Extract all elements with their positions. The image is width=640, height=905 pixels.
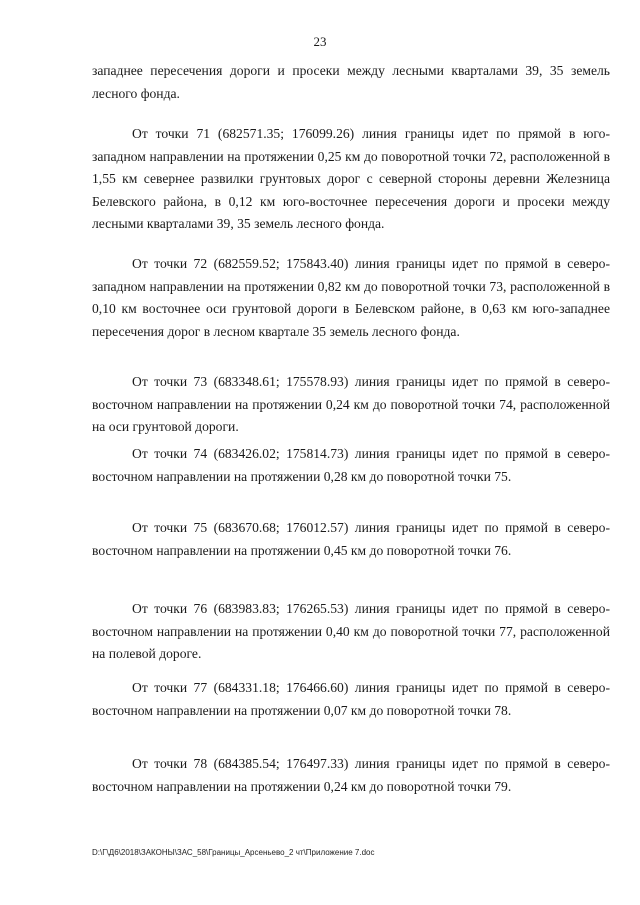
paragraph-point-75 [92,517,610,562]
paragraph-point-72 [92,253,610,343]
page-number: 23 [313,34,327,49]
paragraph-text: От точки 71 (682571.35; 176099.26) линия границы идет по прямой в юго-западном направлении на протяжении 0,25 км до поворотной точки 72, расположенной в 1,55 км севернее развилки грунтовых дорог с северной стороны деревни Железница Белевского района, в 0,12 км юго-восточнее пересечения дороги и просеки между лесными кварталами 39, 35 земель лесного фонда. [92,126,610,231]
paragraph-point-74 [92,443,610,488]
paragraph-continuation [92,60,610,105]
paragraph-text: От точки 78 (684385.54; 176497.33) линия границы идет по прямой в северо-восточном направлении на протяжении 0,24 км до поворотной точки 79. [92,756,610,794]
paragraph-text: От точки 73 (683348.61; 175578.93) линия границы идет по прямой в северо-восточном направлении на протяжении 0,24 км до поворотной точки 74, расположенной на оси грунтовой дороги. [92,374,610,434]
paragraph-text: От точки 77 (684331.18; 176466.60) линия границы идет по прямой в северо-восточном направлении на протяжении 0,07 км до поворотной точки 78. [92,680,610,718]
paragraph-point-77 [92,677,610,722]
paragraph-point-76 [92,598,610,666]
paragraph-text: От точки 76 (683983.83; 176265.53) линия границы идет по прямой в северо-восточном направлении на протяжении 0,40 км до поворотной точки 77, расположенной на полевой дороге. [92,601,610,661]
paragraph-point-73 [92,371,610,439]
paragraph-point-71 [92,123,610,236]
paragraph-text: западнее пересечения дороги и просеки между лесными кварталами 39, 35 земель лесного фонда. [92,63,610,101]
paragraph-point-78 [92,753,610,798]
paragraph-text: От точки 75 (683670.68; 176012.57) линия границы идет по прямой в северо-восточном направлении на протяжении 0,45 км до поворотной точки 76. [92,520,610,558]
footer-file-path: D:\Г\Д6\2018\ЗАКОНЫ\ЗАС_58\Границы_Арсеньево_2 чт\Приложение 7.doc [92,848,375,857]
paragraph-text: От точки 74 (683426.02; 175814.73) линия границы идет по прямой в северо-восточном направлении на протяжении 0,28 км до поворотной точки 75. [92,446,610,484]
paragraph-text: От точки 72 (682559.52; 175843.40) линия границы идет по прямой в северо-западном направлении на протяжении 0,82 км до поворотной точки 73, расположенной в 0,10 км восточнее оси грунтовой дороги в Белевском районе, в 0,63 км юго-западнее пересечения дорог в лесном квартале 35 земель лесного фонда. [92,256,610,339]
